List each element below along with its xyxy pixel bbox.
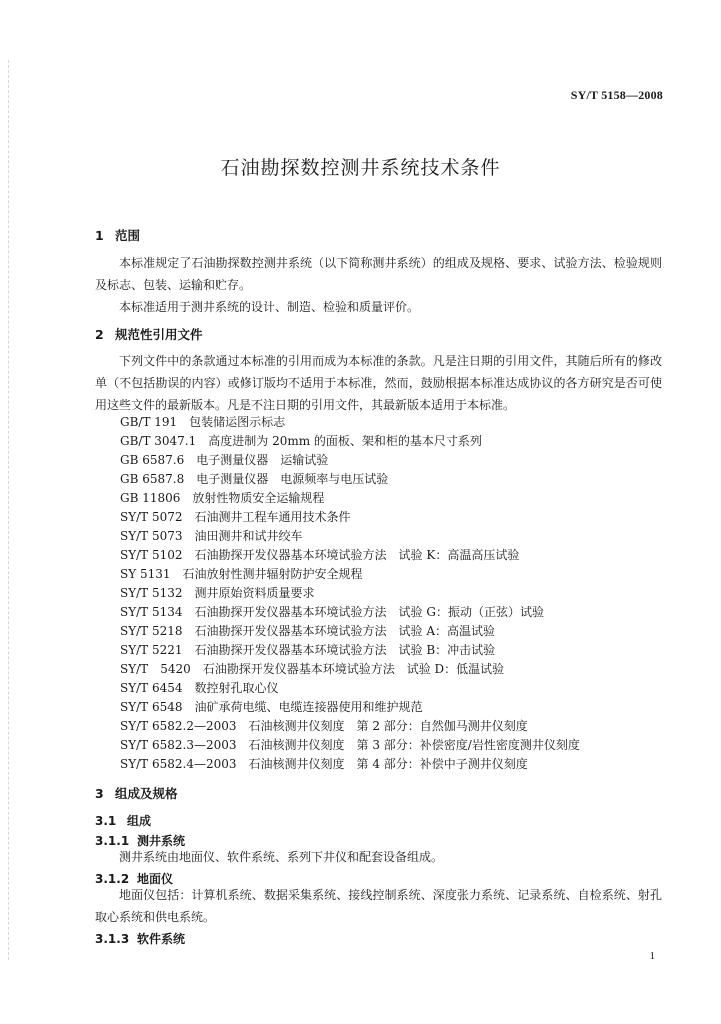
- subsection-3-1-1-text: 测井系统由地面仪、软件系统、系列下井仪和配套设备组成。: [119, 850, 444, 864]
- reference-item: SY/T 5420 石油勘探开发仪器基本环境试验方法 试验 D：低温试验: [120, 662, 505, 676]
- subsection-number: 3.1.2: [95, 872, 130, 886]
- subsection-3-1-2-text: 地面仪包括：计算机系统、数据采集系统、接线控制系统、深度张力系统、记录系统、自检系统、射孔取心系统和供电系统。: [95, 888, 662, 924]
- subsection-title: 地面仪: [137, 872, 174, 886]
- subsection-title: 组成: [127, 814, 152, 828]
- reference-item: SY/T 6454 数控射孔取心仪: [120, 681, 279, 695]
- subsection-number: 3.1: [95, 814, 117, 828]
- scan-edge-line: [8, 60, 10, 960]
- reference-item: SY/T 5218 石油勘探开发仪器基本环境试验方法 试验 A：高温试验: [120, 624, 496, 638]
- section-number: 1: [95, 228, 104, 243]
- reference-item: SY/T 5102 石油勘探开发仪器基本环境试验方法 试验 K：高温高压试验: [120, 548, 520, 562]
- subsection-number: 3.1.1: [95, 834, 130, 848]
- section-2-intro: 下列文件中的条款通过本标准的引用而成为本标准的条款。凡是注日期的引用文件，其随后所有的修改单（不包括勘误的内容）或修订版均不适用于本标准，然而，鼓励根据本标准达成协议的各方研究是否可使用这些文件的最新版本。凡是不注日期的引用文件，其最新版本适用于本标准。: [95, 354, 662, 412]
- reference-item: SY/T 5073 油田测井和试井绞车: [120, 529, 303, 543]
- subsection-title: 软件系统: [137, 932, 186, 946]
- reference-item: SY/T 5072 石油测井工程车通用技术条件: [120, 510, 351, 524]
- section-1-para-1: 本标准规定了石油勘探数控测井系统（以下简称测井系统）的组成及规格、要求、试验方法、检验规则及标志、包装、运输和贮存。: [95, 256, 662, 292]
- section-number: 3: [95, 786, 104, 801]
- reference-item: SY/T 5134 石油勘探开发仪器基本环境试验方法 试验 G：振动（正弦）试验: [120, 605, 544, 619]
- reference-item: SY/T 5221 石油勘探开发仪器基本环境试验方法 试验 B：冲击试验: [120, 643, 496, 657]
- section-title: 范围: [115, 228, 141, 243]
- reference-item: GB 6587.8 电子测量仪器 电源频率与电压试验: [120, 472, 389, 486]
- section-number: 2: [95, 327, 104, 342]
- reference-item: GB/T 191 包装储运图示标志: [120, 415, 286, 429]
- standard-code: SY/T 5158—2008: [570, 88, 663, 102]
- section-title: 规范性引用文件: [115, 327, 203, 342]
- reference-item: SY/T 6582.3—2003 石油核测井仪刻度 第 3 部分：补偿密度/岩性密度测井仪刻度: [120, 738, 580, 752]
- subsection-3-1-3-heading: [95, 930, 185, 947]
- reference-item: SY/T 6548 油矿承荷电缆、电缆连接器使用和维护规范: [120, 700, 423, 714]
- reference-item: SY 5131 石油放射性测井辐射防护安全规程: [120, 567, 363, 581]
- reference-item: SY/T 5132 测井原始资料质量要求: [120, 586, 315, 600]
- section-1-para-2: 本标准适用于测井系统的设计、制造、检验和质量评价。: [119, 300, 420, 314]
- page-number: 1: [649, 950, 655, 962]
- section-3-heading: [95, 784, 178, 802]
- document-title: 石油勘探数控测井系统技术条件: [220, 157, 501, 179]
- subsection-3-1-heading: [95, 812, 151, 829]
- subsection-title: 测井系统: [137, 834, 186, 848]
- reference-item: SY/T 6582.4—2003 石油核测井仪刻度 第 4 部分：补偿中子测井仪刻度: [120, 757, 528, 771]
- section-1-heading: [95, 226, 140, 244]
- section-title: 组成及规格: [115, 786, 178, 801]
- reference-item: GB/T 3047.1 高度进制为 20mm 的面板、架和柜的基本尺寸系列: [120, 434, 482, 448]
- subsection-number: 3.1.3: [95, 932, 130, 946]
- reference-item: GB 6587.6 电子测量仪器 运输试验: [120, 453, 329, 467]
- reference-item: GB 11806 放射性物质安全运输规程: [120, 491, 325, 505]
- reference-item: SY/T 6582.2—2003 石油核测井仪刻度 第 2 部分：自然伽马测井仪刻度: [120, 719, 528, 733]
- section-2-heading: [95, 325, 203, 343]
